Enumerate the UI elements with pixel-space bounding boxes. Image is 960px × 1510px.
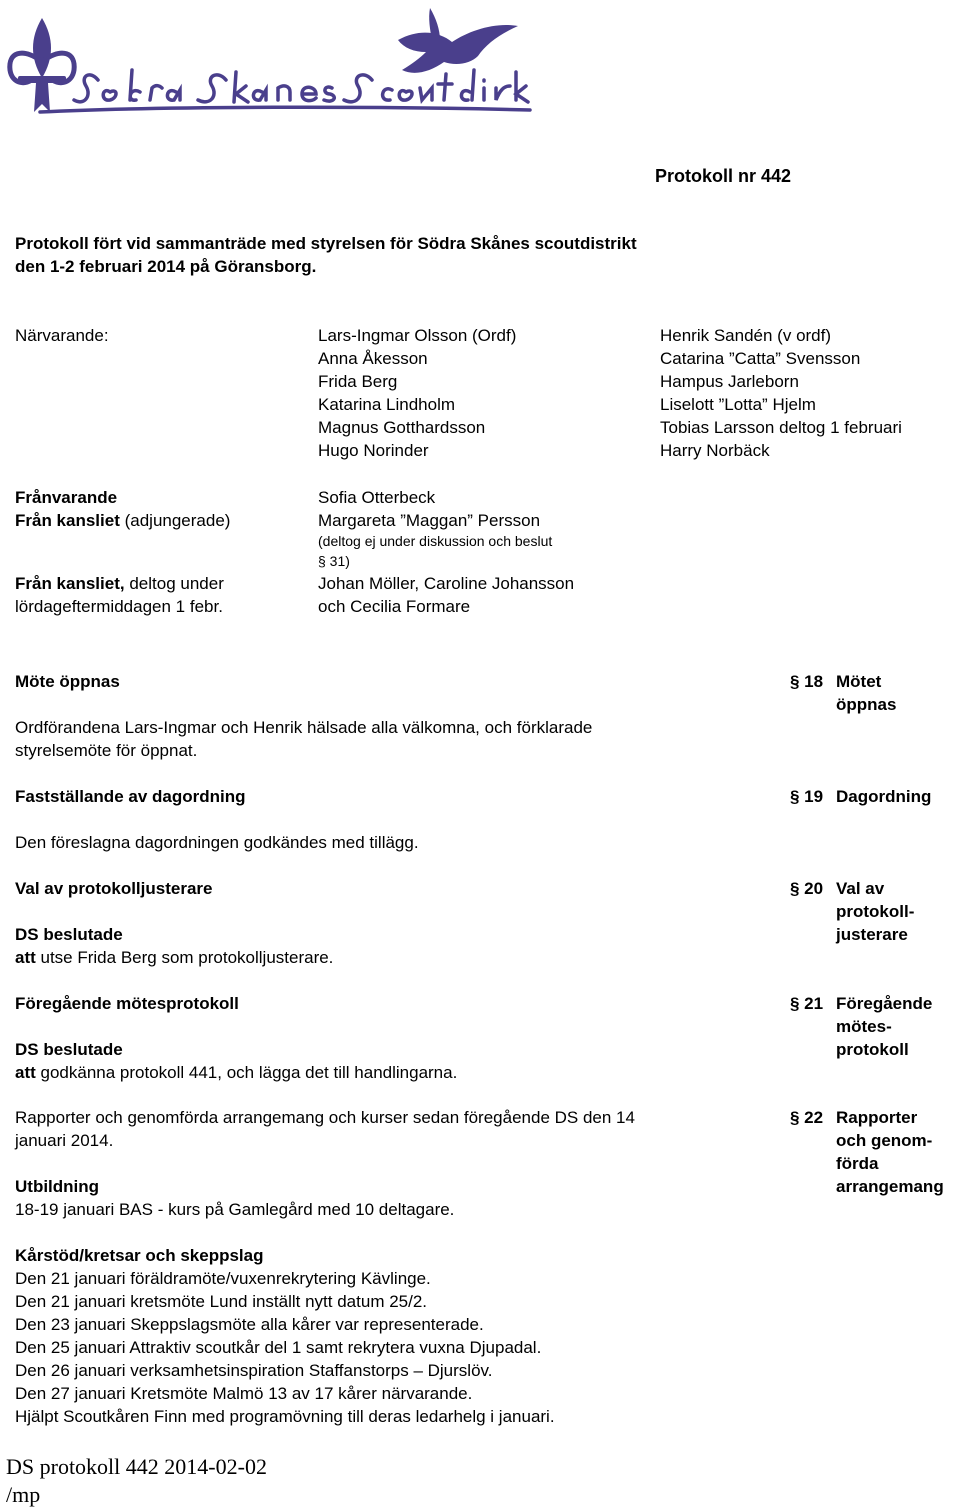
- present-label: Närvarande:: [15, 326, 109, 345]
- list-item: Den 23 januari Skeppslagsmöte alla kårer var representerade.: [15, 1315, 484, 1334]
- side-title-line: mötes-: [836, 1017, 892, 1036]
- present-list-2: [660, 324, 902, 462]
- paragraph-number: § 21: [790, 994, 824, 1013]
- decision-text: [15, 1061, 457, 1084]
- office-name: Margareta ”Maggan” Persson: [318, 511, 541, 530]
- office-label-bold: Från kansliet: [15, 511, 120, 530]
- office2-names-2: och Cecilia Formare: [318, 597, 471, 616]
- absent-name: Sofia Otterbeck: [318, 488, 436, 507]
- attendee: Hampus Jarleborn: [660, 372, 799, 391]
- office2-label-rest: deltog under: [124, 574, 224, 593]
- office-note-2: § 31): [318, 553, 350, 569]
- att-word: att: [15, 948, 36, 967]
- protocol-number: Protokoll nr 442: [655, 166, 792, 186]
- side-title-line: Mötet: [836, 672, 882, 691]
- attendee: Katarina Lindholm: [318, 395, 456, 414]
- section-heading: Möte öppnas: [15, 672, 120, 691]
- district-logo: [0, 0, 540, 140]
- side-title-line: Föregående: [836, 994, 933, 1013]
- list-item: Den 21 januari kretsmöte Lund inställt nytt datum 25/2.: [15, 1292, 428, 1311]
- section-side-label: [790, 877, 915, 944]
- attendee: Catarina ”Catta” Svensson: [660, 349, 861, 368]
- sub-heading: Utbildning: [15, 1177, 100, 1196]
- attendee: Magnus Gotthardsson: [318, 418, 486, 437]
- office-note-1: (deltog ej under diskussion och beslut: [318, 533, 553, 549]
- present-list-1: [318, 324, 516, 462]
- side-title-line: protokoll-: [836, 902, 915, 921]
- section-heading: Rapporter och genomförda arrangemang och kurser sedan föregående DS den 14: [15, 1108, 635, 1127]
- paragraph-number: § 19: [790, 787, 824, 806]
- side-title-line: förda: [836, 1154, 879, 1173]
- att-text: utse Frida Berg som protokolljusterare.: [35, 948, 334, 967]
- side-title-line: Dagordning: [836, 787, 932, 806]
- karstod-heading: Kårstöd/kretsar och skeppslag: [15, 1246, 264, 1265]
- section-heading: Val av protokolljusterare: [15, 879, 213, 898]
- attendee: Lars-Ingmar Olsson (Ordf): [318, 326, 517, 345]
- attendee: Liselott ”Lotta” Hjelm: [660, 395, 816, 414]
- side-title-line: öppnas: [836, 695, 897, 714]
- sub-text: 18-19 januari BAS - kurs på Gamlegård med 10 deltagare.: [15, 1200, 455, 1219]
- list-item: Den 21 januari föräldramöte/vuxenrekrytering Kävlinge.: [15, 1269, 431, 1288]
- section-side-label: [790, 785, 932, 808]
- att-word: att: [15, 1063, 36, 1082]
- side-title-line: protokoll: [836, 1040, 909, 1059]
- section-side-label: [790, 992, 933, 1059]
- section-heading-2: januari 2014.: [15, 1131, 114, 1150]
- list-item: Den 26 januari verksamhetsinspiration Staffanstorps – Djurslöv.: [15, 1361, 493, 1380]
- section-text: styrelsemöte för öppnat.: [15, 741, 198, 760]
- attendee: Anna Åkesson: [318, 349, 428, 368]
- attendee: Henrik Sandén (v ordf): [660, 326, 832, 345]
- footer-line-2: /mp: [6, 1482, 41, 1507]
- list-item: Den 27 januari Kretsmöte Malmö 13 av 17 kårer närvarande.: [15, 1384, 473, 1403]
- attendee: Hugo Norinder: [318, 441, 429, 460]
- section-side-title: [836, 992, 932, 1061]
- attendee: Frida Berg: [318, 372, 398, 391]
- dove-icon: [398, 8, 518, 73]
- paragraph-number: § 18: [790, 672, 824, 691]
- list-item: Hjälpt Scoutkåren Finn med programövning till deras ledarhelg i januari.: [15, 1407, 555, 1426]
- office2-label-bold: Från kansliet,: [15, 574, 125, 593]
- wordmark-icon: [40, 70, 530, 112]
- attendee: Harry Norbäck: [660, 441, 770, 460]
- section-side-title: [836, 670, 896, 716]
- office-label: [15, 509, 230, 532]
- section-text: Ordförandena Lars-Ingmar och Henrik hälsade alla välkomna, och förklarade: [15, 718, 593, 737]
- section-side-label: [790, 1106, 944, 1196]
- intro-line-1: Protokoll fört vid sammanträde med styrelsen för Södra Skånes scoutdistrikt: [15, 234, 637, 253]
- footer-line-1: DS protokoll 442 2014-02-02: [6, 1454, 267, 1479]
- absent-label: Frånvarande: [15, 488, 118, 507]
- section-side-title: [836, 1106, 944, 1198]
- office2-label-line2: lördageftermiddagen 1 febr.: [15, 597, 223, 616]
- office2-names-1: Johan Möller, Caroline Johansson: [318, 574, 575, 593]
- decision-label: DS beslutade: [15, 925, 123, 944]
- section-text: Den föreslagna dagordningen godkändes med tillägg.: [15, 833, 419, 852]
- section-heading: Föregående mötesprotokoll: [15, 994, 239, 1013]
- intro-line-2: den 1-2 februari 2014 på Göransborg.: [15, 257, 317, 276]
- office-label-rest: (adjungerade): [119, 511, 231, 530]
- karstod-list: [15, 1267, 555, 1428]
- section-side-label: [790, 670, 897, 714]
- fleur-de-lis-icon: [10, 18, 74, 112]
- side-title-line: justerare: [836, 925, 908, 944]
- decision-text: [15, 946, 333, 969]
- office2-label: [15, 572, 224, 595]
- side-title-line: och genom-: [836, 1131, 933, 1150]
- section-heading: Fastställande av dagordning: [15, 787, 246, 806]
- list-item: Den 25 januari Attraktiv scoutkår del 1 samt rekrytera vuxna Djupadal.: [15, 1338, 542, 1357]
- paragraph-number: § 22: [790, 1108, 824, 1127]
- paragraph-number: § 20: [790, 879, 824, 898]
- section-side-title: [836, 877, 914, 946]
- side-title-line: arrangemang: [836, 1177, 944, 1196]
- attendee: Tobias Larsson deltog 1 februari: [660, 418, 902, 437]
- att-text: godkänna protokoll 441, och lägga det till handlingarna.: [35, 1063, 458, 1082]
- side-title-line: Rapporter: [836, 1108, 918, 1127]
- side-title-line: Val av: [836, 879, 885, 898]
- decision-label: DS beslutade: [15, 1040, 123, 1059]
- section-side-title: [836, 785, 931, 808]
